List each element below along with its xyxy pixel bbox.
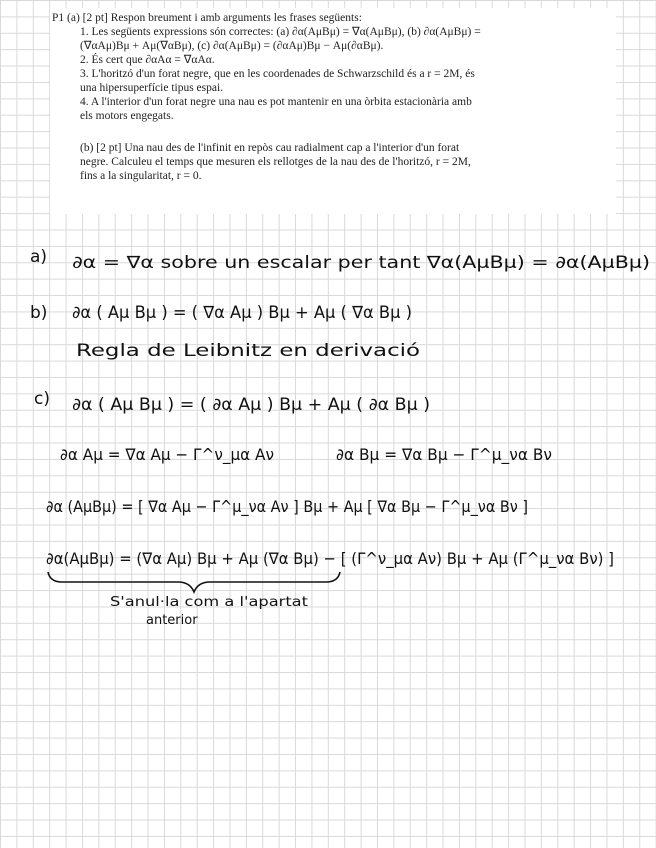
brace-note-line-1: S'anul·la com a l'apartat bbox=[110, 595, 308, 610]
problem-line: els motors engegats. bbox=[80, 110, 174, 122]
answer-b-label: b) bbox=[30, 303, 48, 323]
problem-line: 2. És cert que ∂αAα = ∇αAα. bbox=[80, 54, 215, 66]
answer-c-label: c) bbox=[34, 389, 50, 409]
problem-line: una hipersuperfície tipus espai. bbox=[80, 82, 224, 94]
answer-c-line-3: ∂α (AμBμ) = [ ∇α Aμ − Γ^μ_να Aν ] Bμ + Aμ [ ∇α Bμ − Γ^μ_να Bν ] bbox=[46, 497, 582, 516]
answer-a-line: ∂α = ∇α sobre un escalar per tant ∇α(AμBμ) = ∂α(AμBμ) bbox=[72, 253, 650, 273]
underbrace bbox=[48, 572, 340, 592]
problem-line: 3. L'horitzó d'un forat negre, que en les coordenades de Schwarzschild és a r = 2M, és bbox=[80, 68, 475, 80]
answer-c-line-4: ∂α(AμBμ) = (∇α Aμ) Bμ + Aμ (∇α Bμ) − [ (Γ^ν_μα Aν) Bμ + Aμ (Γ^μ_να Bν) ] bbox=[46, 549, 656, 568]
problem-line: 1. Les següents expressions són correctes: (a) ∂α(AμBμ) = ∇α(AμBμ), (b) ∂α(AμBμ) = bbox=[80, 26, 481, 38]
problem-line: negre. Calculeu el temps que mesuren els rellotges de la nau des de l'horitzó, r = 2M, bbox=[80, 156, 471, 168]
problem-line: P1 (a) [2 pt] Respon breument i amb arguments les frases següents: bbox=[52, 12, 362, 24]
problem-line: (b) [2 pt] Una nau des de l'infinit en repòs cau radialment cap a l'interior d'un forat bbox=[80, 142, 460, 154]
problem-line: 4. A l'interior d'un forat negre una nau es pot mantenir en una òrbita estacionària amb bbox=[80, 96, 472, 108]
answer-c-line-2a: ∂α Aμ = ∇α Aμ − Γ^ν_μα Aν bbox=[60, 445, 285, 464]
problem-line: (∇αAμ)Bμ + Aμ(∇αBμ), (c) ∂α(AμBμ) = (∂αAμ)Bμ − Aμ(∂αBμ). bbox=[80, 40, 384, 52]
answer-b-line: ∂α ( Aμ Bμ ) = ( ∇α Aμ ) Bμ + Aμ ( ∇α Bμ ) bbox=[72, 303, 412, 323]
brace-note-line-2: anterior bbox=[146, 613, 198, 628]
answer-c-line-1: ∂α ( Aμ Bμ ) = ( ∂α Aμ ) Bμ + Aμ ( ∂α Bμ ) bbox=[72, 395, 430, 415]
answer-c-line-2b: ∂α Bμ = ∇α Bμ − Γ^μ_να Bν bbox=[336, 445, 561, 464]
answer-b-note: Regla de Leibnitz en derivació bbox=[76, 341, 420, 361]
answer-a-label: a) bbox=[30, 247, 48, 267]
problem-line: fins a la singularitat, r = 0. bbox=[80, 170, 202, 182]
